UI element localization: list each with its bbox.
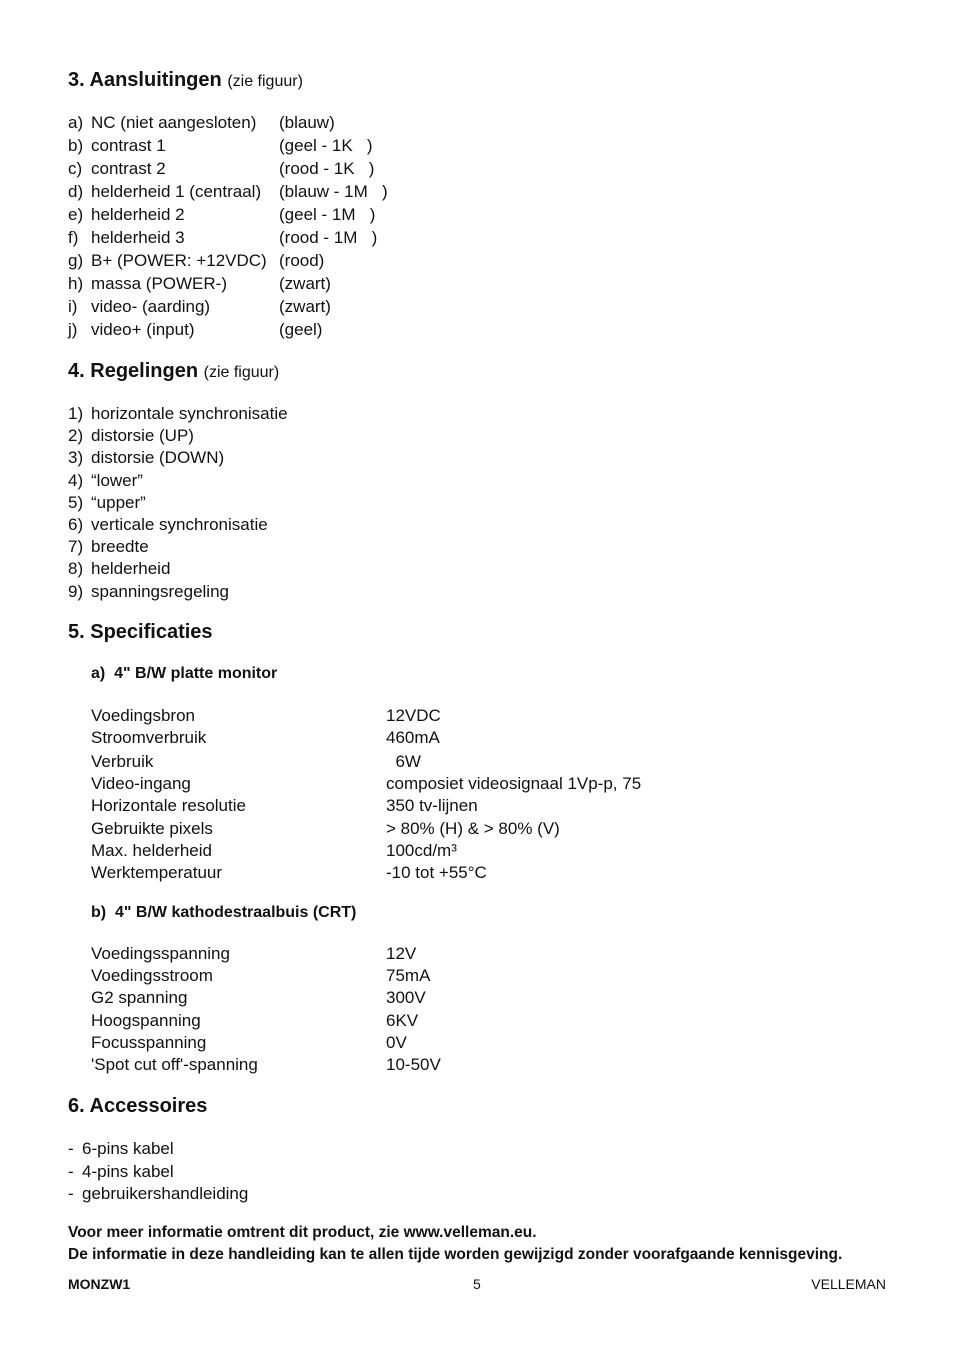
list-item-value: (geel - 1M ): [279, 205, 376, 224]
connection-row: [68, 204, 468, 226]
footer-info-line-1: Voor meer informatie omtrent dit product, zie www.velleman.eu.: [68, 1224, 537, 1241]
list-item-value: (geel): [279, 320, 323, 339]
list-item-label: Voedingsstroom: [91, 966, 213, 986]
section-6-heading: [68, 1095, 207, 1118]
connection-row: [68, 319, 468, 341]
list-marker: 4): [68, 470, 84, 490]
control-row: [68, 492, 468, 514]
list-marker: 3): [68, 448, 84, 468]
list-item-value: (blauw - 1M ): [279, 182, 388, 201]
list-item-label: helderheid 2: [91, 205, 185, 224]
list-item-label: Focusspanning: [91, 1032, 207, 1052]
list-item-label: G2 spanning: [91, 988, 188, 1008]
section-4-heading: [68, 360, 279, 383]
spec-row: [91, 727, 691, 749]
spec-row: [91, 818, 691, 840]
footer-info-line-2: De informatie in deze handleiding kan te allen tijde worden gewijzigd zonder voorafgaande kennisgeving.: [68, 1246, 843, 1263]
control-row: [68, 514, 468, 536]
list-item-value: (zwart): [279, 297, 331, 316]
list-marker: 5): [68, 492, 84, 512]
section-title: Regelingen: [90, 360, 199, 382]
list-item-value: 10-50V: [386, 1055, 441, 1074]
list-item-value: 460mA: [386, 728, 440, 748]
list-marker: -: [68, 1161, 74, 1181]
list-item-label: NC (niet aangesloten): [91, 113, 257, 132]
list-item-value: -10 tot +55°C: [386, 863, 487, 883]
list-item-label: video- (aarding): [91, 297, 211, 316]
list-item-label: verticale synchronisatie: [91, 515, 268, 534]
list-item-value: 75mA: [386, 966, 431, 986]
control-row: [68, 581, 468, 603]
list-item-label: helderheid: [91, 559, 171, 579]
section-3-heading: [68, 69, 303, 92]
list-marker: e): [68, 205, 84, 224]
spec-a-heading: a) 4" B/W platte monitor: [91, 665, 278, 682]
section-subtitle: (zie figuur): [227, 73, 303, 90]
spec-row: [91, 965, 691, 987]
list-marker: j): [68, 320, 78, 339]
list-item-value: (zwart): [279, 274, 331, 293]
section-title: Accessoires: [89, 1095, 208, 1117]
list-item-label: Video-ingang: [91, 773, 191, 793]
list-item-label: distorsie (UP): [91, 426, 194, 446]
list-item-label: “lower”: [91, 470, 143, 490]
spec-row: [91, 987, 691, 1009]
accessory-row: [68, 1161, 468, 1183]
control-row: [68, 558, 468, 580]
spec-row: [91, 773, 691, 795]
list-marker: -: [68, 1139, 74, 1158]
section-number: 4.: [68, 360, 85, 382]
control-row: [68, 536, 468, 558]
control-row: [68, 403, 468, 425]
list-marker: g): [68, 251, 84, 270]
list-item-value: 12V: [386, 944, 417, 963]
list-item-label: “upper”: [91, 492, 146, 512]
list-item-label: horizontale synchronisatie: [91, 404, 288, 423]
list-item-value: 6KV: [386, 1010, 419, 1030]
list-marker: -: [68, 1184, 74, 1203]
list-item-value: > 80% (H) & > 80% (V): [386, 818, 560, 838]
list-item-label: Stroomverbruik: [91, 728, 207, 748]
connection-row: [68, 112, 468, 134]
section-subtitle: (zie figuur): [203, 364, 280, 381]
list-marker: 9): [68, 581, 84, 601]
section-number: 3.: [68, 69, 85, 91]
list-marker: c): [68, 159, 83, 178]
list-item-value: (geel - 1K ): [279, 136, 373, 155]
list-item-value: 350 tv-lijnen: [386, 796, 478, 816]
list-item-label: Hoogspanning: [91, 1010, 201, 1030]
list-marker: d): [68, 182, 84, 201]
section-title: Specificaties: [90, 621, 213, 643]
list-item-label: 6-pins kabel: [82, 1139, 174, 1158]
spec-row: [91, 1054, 691, 1076]
list-item-label: Werktemperatuur: [91, 863, 223, 883]
footer-model: MONZW1: [68, 1276, 131, 1292]
spec-row: [91, 943, 691, 965]
list-item-label: B+ (POWER: +12VDC): [91, 251, 267, 270]
list-marker: 1): [68, 404, 84, 423]
spec-b-heading: b) 4" B/W kathodestraalbuis (CRT): [91, 904, 357, 921]
control-row: [68, 470, 468, 492]
control-row: [68, 447, 468, 469]
list-item-label: 'Spot cut off'-spanning: [91, 1055, 258, 1074]
spec-row: [91, 751, 691, 773]
list-item-label: gebruikershandleiding: [82, 1184, 249, 1203]
spec-row: [91, 840, 691, 862]
list-marker: 6): [68, 515, 84, 534]
accessory-row: [68, 1138, 468, 1160]
spec-row: [91, 795, 691, 817]
list-item-value: 300V: [386, 988, 426, 1008]
spec-row: [91, 705, 691, 727]
list-marker: i): [68, 297, 78, 316]
list-item-label: Horizontale resolutie: [91, 796, 246, 816]
list-item-label: distorsie (DOWN): [91, 448, 225, 468]
list-item-value: 12VDC: [386, 706, 441, 725]
list-item-label: Verbruik: [91, 751, 154, 771]
list-item-label: massa (POWER-): [91, 274, 227, 293]
list-marker: h): [68, 274, 84, 293]
spec-row: [91, 862, 691, 884]
spec-row: [91, 1032, 691, 1054]
list-item-label: video+ (input): [91, 320, 195, 339]
control-row: [68, 425, 468, 447]
list-marker: 7): [68, 537, 84, 557]
connection-row: [68, 296, 468, 318]
list-item-label: helderheid 3: [91, 228, 185, 247]
list-item-label: Voedingsbron: [91, 706, 195, 725]
list-marker: b): [68, 136, 84, 155]
list-item-label: spanningsregeling: [91, 581, 229, 601]
list-item-label: Voedingsspanning: [91, 944, 230, 963]
list-item-value: 0V: [386, 1032, 407, 1052]
list-item-label: 4-pins kabel: [82, 1161, 174, 1181]
footer-brand: VELLEMAN: [811, 1276, 886, 1292]
connection-row: [68, 135, 468, 157]
list-marker: 8): [68, 559, 84, 579]
list-item-label: contrast 2: [91, 159, 166, 178]
connection-row: [68, 250, 468, 272]
list-item-label: Max. helderheid: [91, 840, 212, 860]
list-item-label: Gebruikte pixels: [91, 818, 213, 838]
list-marker: a): [68, 113, 84, 132]
list-item-label: helderheid 1 (centraal): [91, 182, 262, 201]
spec-row: [91, 1010, 691, 1032]
section-number: 6.: [68, 1095, 85, 1117]
list-item-value: (rood): [279, 251, 325, 270]
list-item-label: contrast 1: [91, 136, 166, 155]
connection-row: [68, 181, 468, 203]
list-marker: 2): [68, 426, 84, 446]
section-number: 5.: [68, 621, 85, 643]
accessory-row: [68, 1183, 468, 1205]
list-item-value: (blauw): [279, 113, 335, 132]
list-item-value: 100cd/m³: [386, 840, 457, 860]
connection-row: [68, 158, 468, 180]
connection-row: [68, 273, 468, 295]
list-item-value: (rood - 1M ): [279, 228, 378, 247]
list-marker: f): [68, 228, 79, 247]
section-5-heading: [68, 621, 213, 644]
list-item-value: 6W: [386, 751, 421, 771]
list-item-label: breedte: [91, 537, 149, 557]
connection-row: [68, 227, 468, 249]
list-item-value: (rood - 1K ): [279, 159, 375, 178]
section-title: Aansluitingen: [89, 69, 222, 91]
footer-page-number: 5: [473, 1276, 481, 1292]
list-item-value: composiet videosignaal 1Vp-p, 75: [386, 773, 642, 793]
